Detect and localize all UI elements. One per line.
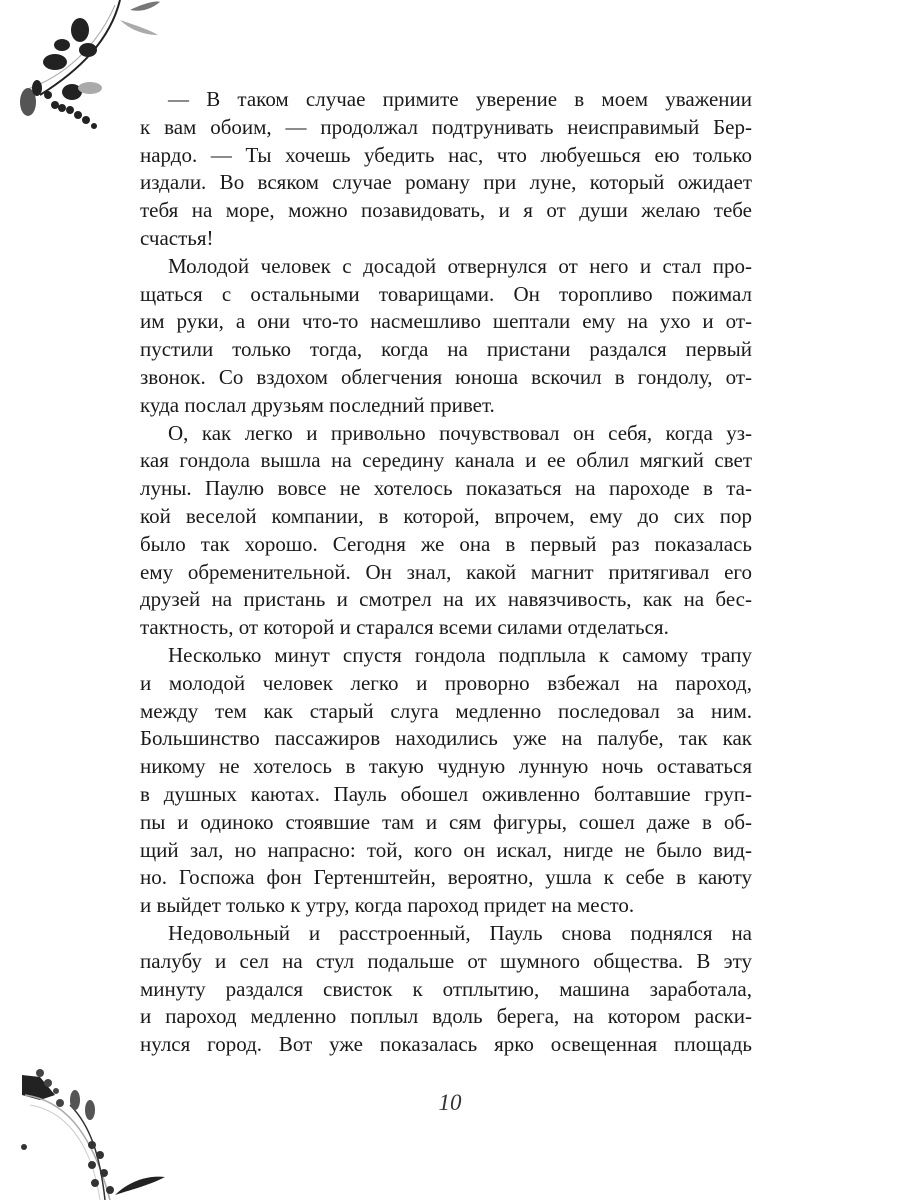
text-line: тактность, от которой и старался всеми силами отделаться. (140, 615, 669, 640)
text-line: и пароход медленно поплыл вдоль берега, на котором раски- (140, 1004, 752, 1029)
floral-ornament-bottom-left-icon (0, 1065, 180, 1200)
text-line: было так хорошо. Сегодня же она в первый раз показалась (140, 531, 752, 556)
text-line: — В таком случае примите уверение в моем уважении (168, 87, 752, 111)
page-number: 10 (438, 1090, 462, 1115)
text-line: никому не хотелось в такую чудную лунную ночь оставаться (140, 754, 752, 779)
text-line: Несколько минут спустя гондола подплыла к самому трапу (168, 642, 752, 667)
text-line: Молодой человек с досадой отвернулся от него и стал про- (168, 253, 752, 278)
text-line: Недовольный и расстроенный, Пауль снова поднялся на (168, 920, 752, 945)
text-line: между тем как старый слуга медленно последовал за ним. (140, 698, 752, 723)
text-line: и выйдет только к утру, когда пароход придет на место. (140, 893, 635, 918)
text-line: пы и одиноко стоявшие там и сям фигуры, сошел даже в об- (140, 809, 752, 834)
text-line: им руки, а они что-то насмешливо шептали ему на ухо и от- (140, 309, 752, 334)
text-line: друзей на пристань и смотрел на их навязчивость, как на бес- (140, 587, 752, 612)
text-line: щий зал, но напрасно: той, кого он искал, нигде не было вид- (140, 837, 752, 862)
text-line: но. Госпожа фон Гертенштейн, вероятно, ушла к себе в каюту (140, 865, 752, 890)
paragraph (140, 420, 752, 642)
text-line: счастья! (140, 225, 214, 250)
paragraph (140, 642, 752, 920)
text-line: пустили только тогда, когда на пристани раздался первый (140, 337, 752, 362)
text-line: звонок. Со вздохом облегчения юноша вскочил в гондолу, от- (140, 364, 752, 389)
text-line: в душных каютах. Пауль обошел оживленно болтавшие груп- (140, 781, 752, 806)
text-line: Большинство пассажиров находились уже на палубе, так как (140, 726, 752, 751)
text-line: кая гондола вышла на середину канала и ее облил мягкий свет (140, 448, 752, 473)
text-line: куда послал друзьям последний привет. (140, 392, 495, 417)
paragraph (140, 253, 752, 420)
text-line: минуту раздался свисток к отплытию, машина заработала, (140, 976, 752, 1001)
text-line: и молодой человек легко и проворно взбежал на пароход, (140, 670, 752, 695)
text-line: кой веселой компании, в которой, впрочем, ему до сих пор (140, 503, 752, 528)
text-line: нардо. — Ты хочешь убедить нас, что любуешься ею только (140, 142, 752, 167)
text-line: к вам обоим, — продолжал подтрунивать неисправимый Бер- (140, 114, 752, 139)
paragraph (140, 920, 752, 1059)
text-line: О, как легко и привольно почувствовал он себя, когда уз- (168, 420, 752, 445)
text-line: издали. Во всяком случае роману при луне, который ожидает (140, 170, 752, 195)
paragraph (140, 86, 752, 253)
text-line: щаться с остальными товарищами. Он торопливо пожимал (140, 281, 752, 306)
text-line: ему обременительной. Он знал, какой магнит притягивал его (140, 559, 752, 584)
text-line: нулся город. Вот уже показалась ярко освещенная площадь (140, 1032, 752, 1057)
body-text (140, 86, 752, 1059)
text-line: луны. Паулю вовсе не хотелось показаться на пароходе в та- (140, 476, 752, 501)
text-line: тебя на море, можно позавидовать, и я от души желаю тебе (140, 198, 752, 223)
text-line: палубу и сел на стул подальше от шумного общества. В эту (140, 948, 752, 973)
